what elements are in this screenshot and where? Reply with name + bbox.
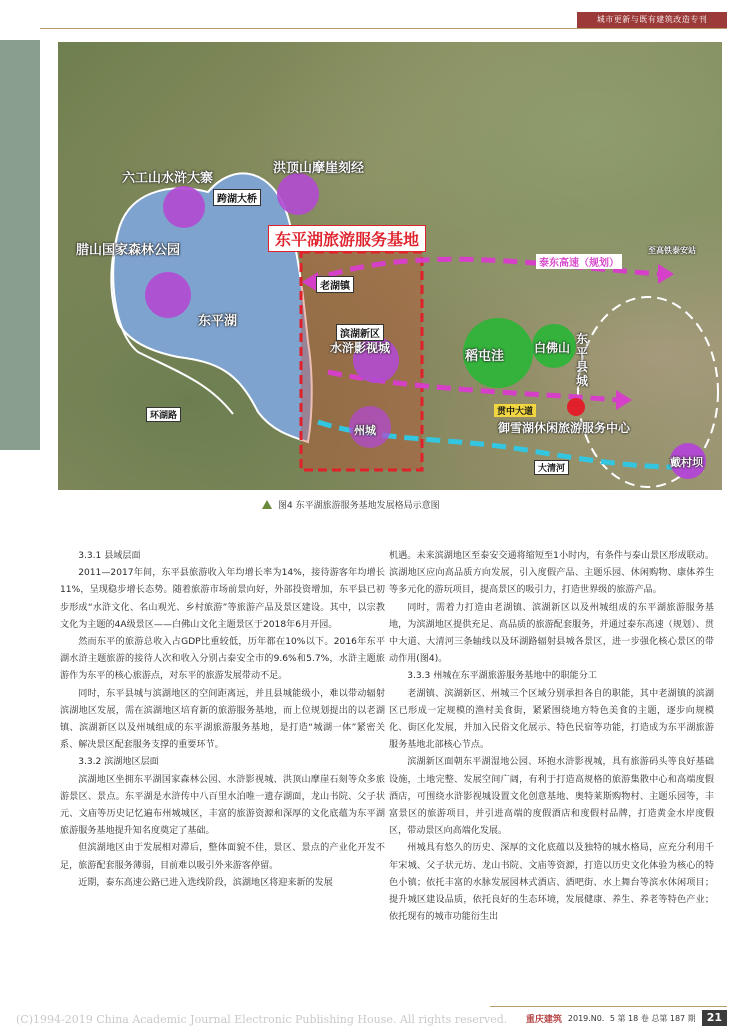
label-daotunwa: 稻屯洼: [465, 349, 505, 364]
paragraph: 老湖镇、滨湖新区、州城三个区域分别承担各自的职能，其中老湖镇的滨湖区已形成一定规模的渔村美食街，紧紧围绕地方特色美食的主题，逐步向规模化、街区化发展，并加入民俗文化展示、特色民宿等功能，打造成为东平湖旅游服务基地北部核心节点。: [389, 688, 714, 751]
figure-caption: [262, 498, 440, 511]
paragraph: 2011—2017年间，东平县旅游收入年均增长率为14%，接待游客年均增长11%，呈现稳步增长态势。随着旅游市场前景向好，外部投资增加，东平县已初步形成“水浒文化、名山观光、乡村旅游”等旅游产品及景区建设。其中，以宗教文化为主题的4A级景区——白佛山文化主题景区于2018年6月开园。: [60, 568, 385, 630]
lashan-circle: [145, 272, 191, 318]
lake-shape: [111, 173, 312, 442]
footer-rule: [490, 1006, 727, 1007]
label-huanhulu: 环湖路: [146, 407, 181, 422]
paragraph: 机遇。未来滨湖地区至泰安交通将缩短至1小时内，有条件与泰山景区形成联动。滨湖地区应向高品质方向发展，引入度假产品、主题乐园、休闲购物、康体养生等多元化的游玩项目，提高景区的吸引力，打造世界级的旅游产品。: [389, 551, 714, 596]
label-liugongshan: 六工山水浒大寨: [122, 171, 214, 186]
banner-base: 东平湖旅游服务基地: [268, 225, 426, 252]
right-column: [389, 548, 714, 926]
paragraph: 近期，泰东高速公路已进入选线阶段，滨湖地区将迎来新的发展: [78, 877, 333, 888]
label-laohuzhen: 老湖镇: [316, 276, 354, 293]
copyright-watermark: (C)1994-2019 China Academic Journal Electronic Publishing House. All rights reserved.: [16, 1013, 508, 1026]
label-daicunba: 戴村坝: [670, 456, 703, 469]
paragraph: 同时，东平县城与滨湖地区的空间距离远，并且县城能级小，难以带动辐射滨湖地区发展，需在滨湖地区培育新的旅游服务基地，而上位规划提出的以老湖镇、滨湖新区以及州城组成的东平湖旅游服务基地，是打造“城湖一体”紧密关系、解决景区配套服务支撑的重要环节。: [60, 688, 385, 751]
label-kuahu-bridge: 跨湖大桥: [213, 189, 261, 206]
label-shuihu-yingshi: 水浒影视城: [330, 341, 391, 355]
guanzhong-arrow-head: [616, 390, 632, 410]
paragraph: 然而东平的旅游总收入占GDP比重较低，历年都在10%以下。2016年东平湖水浒主题旅游的接待人次和收入分别占泰安全市的9.6%和5.7%，水浒主题旅游作为东平的核心旅游点，对东平的旅游发展带动不足。: [60, 637, 385, 682]
taidong-arrow-head: [658, 264, 674, 284]
label-dongpinghu: 东平湖: [198, 314, 238, 329]
label-taidong: 泰东高速（规划）: [536, 254, 622, 269]
paragraph: 同时，需着力打造由老湖镇、滨湖新区以及州城组成的东平湖旅游服务基地，为滨湖地区提供充足、高品质的旅游配套服务，并通过泰东高速（规划）、贯中大道、大清河三条轴线以及环湖路辐射县城各景区，进一步强化核心景区的带动作用(图4)。: [389, 602, 714, 665]
label-daqinghe: 大清河: [534, 460, 569, 475]
label-gaotie: 至高铁泰安站: [648, 246, 696, 255]
page-number: 21: [702, 1010, 727, 1026]
header-tag: 城市更新与既有建筑改造专刊: [577, 12, 727, 28]
honglengshan-circle: [277, 173, 319, 215]
label-honglengshan: 洪顶山摩崖刻经: [273, 161, 365, 176]
paragraph: 州城具有悠久的历史、深厚的文化底蕴以及独特的城水格局，应充分利用千年宋城、父子状元坊、龙山书院、文庙等资源，打造以历史文化体验为核心的特色小镇；依托丰富的水脉发展园林式酒店、酒吧街、水上舞台等滨水休闲项目；提升城区建设品质，依托良好的生态环境，发展健康、养生、养老等特色产业；依托现有的城市功能衍生出: [389, 843, 714, 923]
paragraph: 滨湖新区面朝东平湖湿地公园、环抱水浒影视城，具有旅游码头等良好基础设施，土地完整、发展空间广阔，有利于打造高规格的旅游集散中心和高端度假酒店，可围绕水浒影视城设置文化创意基地、奥特莱斯购物村、主题乐园等，丰富景区的旅游项目，并引进高端的度假酒店和度假村品牌，打造黄金水岸度假区，带动景区向高端化发展。: [389, 757, 714, 837]
issue-info: 2019.N0．5 第 18 卷 总第 187 期: [567, 1013, 696, 1023]
label-yuxuehu: 御雪湖休闲旅游服务中心: [498, 421, 631, 435]
left-column: [60, 548, 385, 892]
figure-caption-text: 图4 东平湖旅游服务基地发展格局示意图: [278, 501, 440, 511]
liugongshan-circle: [163, 186, 205, 228]
section-heading-3-3-3: 3.3.3 州城在东平湖旅游服务基地中的职能分工: [407, 671, 597, 682]
figure-map: [58, 42, 722, 490]
label-lashan: 腊山国家森林公园: [76, 243, 181, 258]
label-baifoshan: 白佛山: [534, 341, 571, 355]
section-heading-3-3-2: 3.3.2 滨湖地区层面: [78, 757, 159, 768]
header-rule: [40, 28, 727, 29]
journal-name: 重庆建筑: [525, 1014, 562, 1025]
label-binhu-xinqu: 滨湖新区: [336, 324, 384, 341]
paragraph: 但滨湖地区由于发展相对滞后，整体面貌不佳，景区、景点的产业化开发不足，旅游配套服务薄弱，目前难以吸引外来游客停留。: [60, 843, 385, 871]
county-dot: [567, 398, 585, 416]
label-guanzhong: 贯中大道: [494, 404, 536, 417]
label-zhoucheng: 州城: [354, 424, 376, 437]
caption-triangle-icon: [262, 500, 272, 509]
section-heading-3-3-1: 3.3.1 县域层面: [78, 551, 141, 561]
side-color-strip: [0, 40, 40, 450]
paragraph: 滨湖地区坐拥东平湖国家森林公园、水浒影视城、洪顶山摩崖石刻等众多旅游景区、景点。东平湖是水浒传中八百里水泊唯一遗存湖面，龙山书院、父子状元、文庙等历史记忆遍布州城城区，丰富的旅游资源和深厚的文化底蕴为东平湖旅游服务基地提升知名度奠定了基础。: [60, 774, 385, 837]
label-dongping-county: 东平县城: [576, 332, 589, 388]
